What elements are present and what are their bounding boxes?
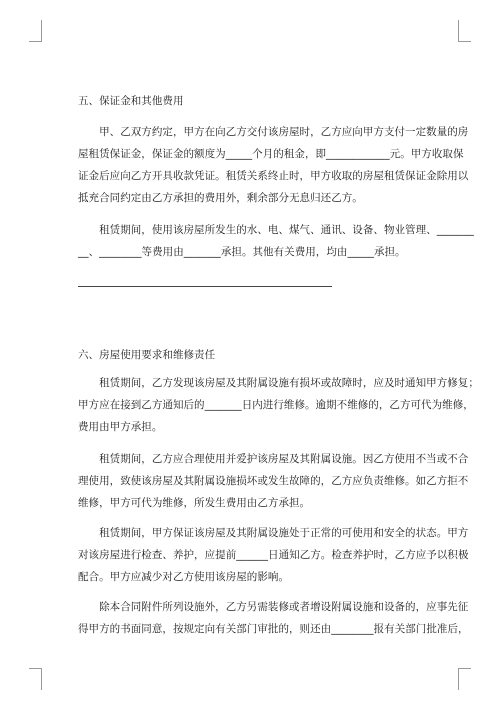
crop-mark-top-right xyxy=(458,20,471,42)
section-5-line-3: 证金后应向乙方开具收款凭证。租赁关系终止时，甲方收取的房屋租赁保证金除用以 xyxy=(78,170,469,182)
section-6-line-10: 除本合同附件所列设施外，乙方另需装修或者增设附属设施和设备的，应事先征 xyxy=(78,601,469,613)
section-6-line-4: 租赁期间，乙方应合理使用并爱护该房屋及其附属设施。因乙方使用不当或不合 xyxy=(78,453,469,465)
section-5-line-4: 抵充合同约定由乙方承担的费用外，剩余部分无息归还乙方。 xyxy=(78,192,363,204)
section-6-line-11: 得甲方的书面同意，按规定向有关部门审批的，则还由________报有关部门批准后， xyxy=(78,623,469,635)
section-6-line-8: 对该房屋进行检查、养护，应提前______日通知乙方。检查养护时，乙方应予以积极 xyxy=(78,549,469,561)
section-5-line-2: 屋租赁保证金，保证金的额度为_____个月的租金，即____________元。甲方收取保 xyxy=(78,148,464,160)
section-6-heading: 六、房屋使用要求和维修责任 xyxy=(78,349,216,361)
crop-mark-top-left xyxy=(29,20,42,42)
section-6-line-5: 理使用，致使该房屋及其附属设施损坏或发生故障的，乙方应负责维修。如乙方拒不 xyxy=(78,475,469,487)
section-5-line-1: 甲、乙双方约定，甲方在向乙方交付该房屋时，乙方应向甲方支付一定数量的房 xyxy=(78,126,469,138)
section-6-line-3: 费用由甲方承担。 xyxy=(78,421,163,433)
section-6-line-6: 维修，甲方可代为维修，所发生费用由乙方承担。 xyxy=(78,497,311,509)
section-6-line-7: 租赁期间，甲方保证该房屋及其附属设施处于正常的可使用和安全的状态。甲方 xyxy=(78,527,469,539)
section-6-line-9: 配合。甲方应减少对乙方使用该房屋的影响。 xyxy=(78,571,289,583)
section-divider xyxy=(78,286,332,287)
crop-mark-bottom-right xyxy=(458,668,471,690)
section-6-line-2: 甲方应在接到乙方通知后的_______日内进行维修。逾期不维修的，乙方可代为维修， xyxy=(78,399,474,411)
section-6-line-1: 租赁期间，乙方发现该房屋及其附属设施有损坏或故障时，应及时通知甲方修复； xyxy=(78,377,479,389)
crop-mark-bottom-left xyxy=(29,668,42,690)
section-5-line-6: __、________等费用由_______承担。其他有关费用，均由_____承担。 xyxy=(78,246,406,258)
section-5-line-5: 租赁期间，使用该房屋所发生的水、电、煤气、通讯、设备、物业管理、_______ xyxy=(78,224,474,236)
section-5-heading: 五、保证金和其他费用 xyxy=(78,95,184,107)
